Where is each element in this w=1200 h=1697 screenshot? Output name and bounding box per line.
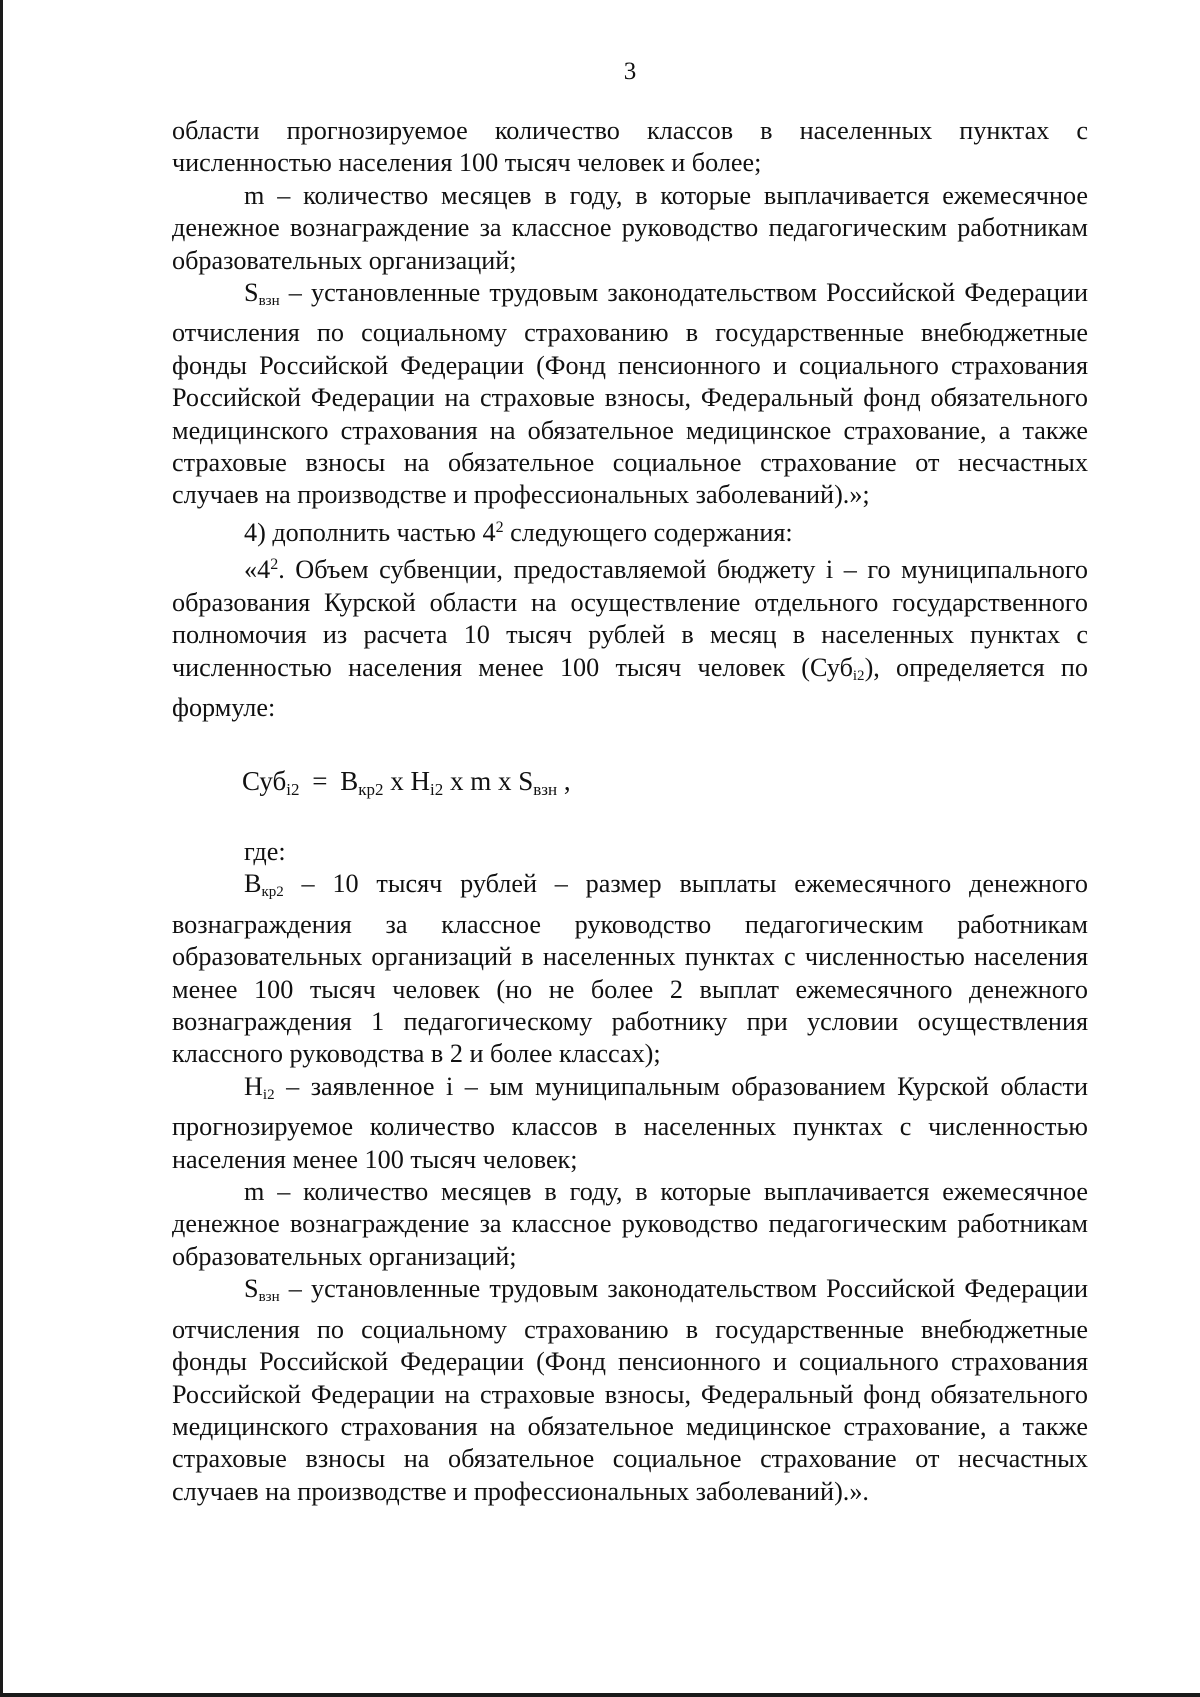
paragraph-b-definition: $В_{кр2} - 10$ тысяч рублей – размер выплаты ежемесячного денежного вознаграждения за классное руководство педагогическим работникам образовательных организаций в населенных пунктах с численностью населения менее 100 тысяч человек (но не более 2 выплат ежемесячного денежного вознаграждения 1 педагогическому работнику при условии осуществления классного руководства в 2 и более классах);: [172, 869, 1088, 1069]
scan-border-left: [0, 0, 3, 1697]
paragraph-m-definition: m – количество месяцев в году, в которые выплачивается ежемесячное денежное вознаграждение за классное руководство педагогическим работникам образовательных организаций;: [172, 180, 1088, 275]
document-body-upper: [172, 115, 1088, 724]
symbol-s-subscript: взн: [258, 293, 280, 310]
scan-border-bottom: [0, 1693, 1200, 1697]
paragraph-continuation: области прогнозируемое количество классов в населенных пунктах с численностью населения 100 тысяч человек и более;: [172, 116, 1088, 178]
where-label: где:: [244, 837, 286, 866]
paragraph-m-definition-2: m – количество месяцев в году, в которые выплачивается ежемесячное денежное вознаграждение за классное руководство педагогическим работникам образовательных организаций;: [172, 1177, 1088, 1271]
paragraph-subvention-volume: «$4^2$. Объем субвенции, предоставляемой бюджету i – го муниципального образования Курской области на осуществление отдельного государственного полномочия из расчета 10 тысяч рублей в месяц в населенных пунктах с численностью населения менее 100 тысяч человек (Суб$_{i2}$), определяется по формуле:: [172, 555, 1088, 722]
paragraph-amendment-item: 4) дополнить частью $4^2$ следующего содержания:: [244, 517, 793, 547]
document-body-lower: [172, 836, 1088, 1508]
page-number: 3: [623, 58, 637, 85]
formula: $Суб_{i2} = В_{кр2}$ х $Н_{i2}$ х m х $S_{взн}$ ,: [242, 766, 571, 799]
symbol-s: S: [244, 278, 259, 308]
paragraph-s-definition: $S_{взн}$ – установленные трудовым законодательством Российской Федерации отчисления по социальному страхованию в государственные внебюджетные фонды Российской Федерации (Фонд пенсионного и социального страхования Российской Федерации на страховые взносы, Федеральный фонд обязательного медицинского страхования на обязательное медицинское страхование, а также страховые взносы на обязательное социальное страхование от несчастных случаев на производстве и профессиональных заболеваний).»;: [172, 278, 1088, 510]
paragraph-h-definition: $Н_{i2}$ – заявленное i – ым муниципальным образованием Курской области прогнозируемое количество классов в населенных пунктах с численностью населения менее 100 тысяч человек;: [172, 1071, 1088, 1174]
paragraph-s-definition-2: $S_{взн}$ – установленные трудовым законодательством Российской Федерации отчисления по социальному страхованию в государственные внебюджетные фонды Российской Федерации (Фонд пенсионного и социального страхования Российской Федерации на страховые взносы, Федеральный фонд обязательного медицинского страхования на обязательное медицинское страхование, а также страховые взносы на обязательное социальное страхование от несчастных случаев на производстве и профессиональных заболеваний).».: [172, 1274, 1088, 1506]
